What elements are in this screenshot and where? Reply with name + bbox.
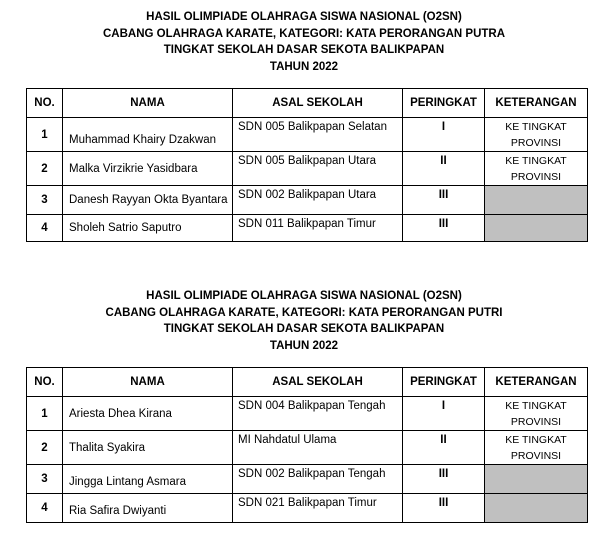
row-keterangan [485,465,588,494]
table-row [27,465,588,494]
table-row [27,494,588,523]
row-sekolah: SDN 021 Balikpapan Timur [233,494,403,523]
row-sekolah: MI Nahdatul Ulama [233,431,403,465]
putra-title-line4: TAHUN 2022 [269,60,339,73]
header-nama: NAMA [63,368,233,397]
row-keterangan [485,494,588,523]
row-nama: Ariesta Dhea Kirana [63,397,233,431]
table-row [27,186,588,215]
row-no: 2 [27,152,63,186]
putri-title-line3: TINGKAT SEKOLAH DASAR SEKOTA BALIKPAPAN [163,323,445,335]
header-peringkat: PERINGKAT [403,368,485,397]
row-no: 2 [27,431,63,465]
row-sekolah: SDN 011 Balikpapan Timur [233,215,403,242]
row-no: 4 [27,215,63,242]
row-nama: Danesh Rayyan Okta Byantara [63,186,233,215]
row-nama: Muhammad Khairy Dzakwan [63,118,233,152]
putri-title [0,288,608,354]
table-row [27,118,588,152]
header-no: NO. [27,368,63,397]
row-nama: Malka Virzikrie Yasidbara [63,152,233,186]
row-keterangan [485,152,588,186]
table-row [27,431,588,465]
row-peringkat: II [403,152,485,186]
header-keterangan: KETERANGAN [485,89,588,118]
table-row [27,215,588,242]
keterangan-line1: KE TINGKAT [505,434,567,446]
header-asal-sekolah: ASAL SEKOLAH [233,368,403,397]
keterangan-line2: PROVINSI [510,137,562,149]
header-asal-sekolah: ASAL SEKOLAH [233,89,403,118]
header-keterangan: KETERANGAN [485,368,588,397]
row-sekolah: SDN 002 Balikpapan Utara [233,186,403,215]
putra-title-line1: HASIL OLIMPIADE OLAHRAGA SISWA NASIONAL (O2SN) [146,11,462,23]
row-no: 4 [27,494,63,523]
putra-title-line2: CABANG OLAHRAGA KARATE, KATEGORI: KATA PERORANGAN PUTRA [102,27,506,40]
keterangan-line2: PROVINSI [510,450,562,462]
table-header-row [27,89,588,118]
row-keterangan [485,186,588,215]
row-sekolah: SDN 004 Balikpapan Tengah [233,397,403,431]
row-sekolah: SDN 002 Balikpapan Tengah [233,465,403,494]
row-no: 3 [27,465,63,494]
row-no: 1 [27,118,63,152]
putri-title-line4: TAHUN 2022 [269,339,339,352]
row-no: 1 [27,397,63,431]
putra-title-line3: TINGKAT SEKOLAH DASAR SEKOTA BALIKPAPAN [163,44,445,56]
row-keterangan [485,397,588,431]
row-nama: Sholeh Satrio Saputro [63,215,233,242]
row-sekolah: SDN 005 Balikpapan Utara [233,152,403,186]
row-peringkat: III [403,186,485,215]
table-row [27,397,588,431]
keterangan-line1: KE TINGKAT [505,121,567,133]
putra-results-table [26,88,588,242]
row-peringkat: I [403,118,485,152]
header-nama: NAMA [63,89,233,118]
putri-results-table [26,367,588,523]
row-peringkat: II [403,431,485,465]
row-sekolah: SDN 005 Balikpapan Selatan [233,118,403,152]
header-no: NO. [27,89,63,118]
putri-title-line1: HASIL OLIMPIADE OLAHRAGA SISWA NASIONAL (O2SN) [146,290,462,302]
table-row [27,152,588,186]
header-peringkat: PERINGKAT [403,89,485,118]
row-no: 3 [27,186,63,215]
table-header-row [27,368,588,397]
keterangan-line1: KE TINGKAT [505,155,567,167]
row-nama: Thalita Syakira [63,431,233,465]
keterangan-line2: PROVINSI [510,171,562,183]
keterangan-line1: KE TINGKAT [505,400,567,412]
row-keterangan [485,215,588,242]
row-keterangan [485,431,588,465]
row-nama: Ria Safira Dwiyanti [63,494,233,523]
putri-title-line2: CABANG OLAHRAGA KARATE, KATEGORI: KATA PERORANGAN PUTRI [105,306,503,319]
putra-title [0,9,608,75]
row-keterangan [485,118,588,152]
keterangan-line2: PROVINSI [510,416,562,428]
row-peringkat: III [403,215,485,242]
row-peringkat: III [403,494,485,523]
row-peringkat: I [403,397,485,431]
row-peringkat: III [403,465,485,494]
row-nama: Jingga Lintang Asmara [63,465,233,494]
